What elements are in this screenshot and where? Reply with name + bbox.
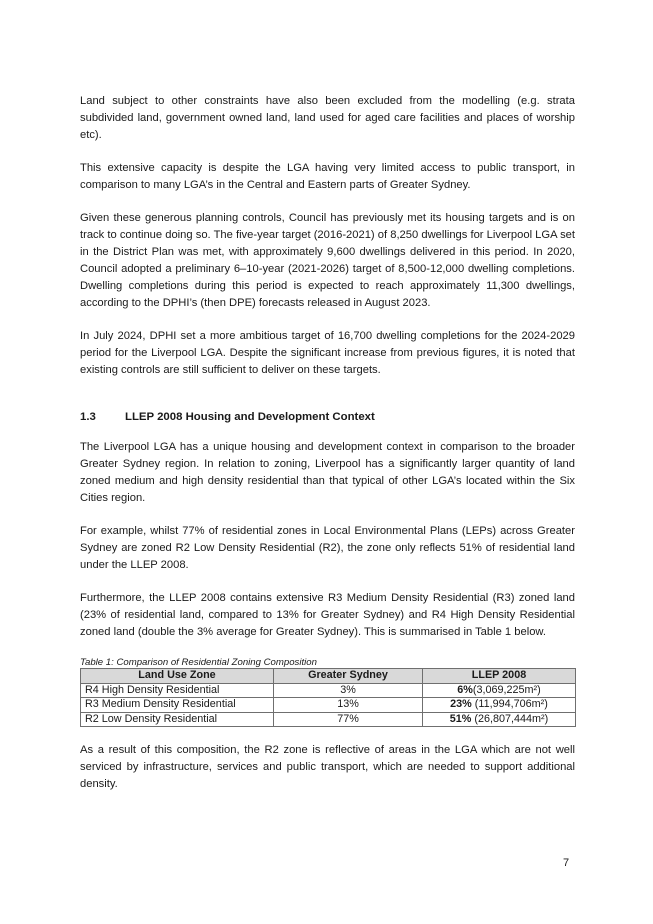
- zone-cell: R2 Low Density Residential: [81, 712, 274, 727]
- table-row: [81, 698, 576, 713]
- section-number: 1.3: [80, 411, 96, 423]
- zone-cell: R4 High Density Residential: [81, 683, 274, 698]
- llep-area: (11,994,706m²): [471, 698, 548, 710]
- zone-cell: R3 Medium Density Residential: [81, 698, 274, 713]
- paragraph-r2-example: For example, whilst 77% of residential zones in Local Environmental Plans (LEPs) across Greater Sydney are zoned R2 Low Density Residential (R2), the zone only reflects 51% of residential land under the LLEP 2008.: [80, 525, 575, 571]
- paragraph-housing-targets: Given these generous planning controls, Council has previously met its housing targets and is on track to continue doing so. The five-year target (2016-2021) of 8,250 dwellings for Liverpool LGA set in the District Plan was met, with approximately 9,600 dwellings delivered in this period. In 2020, Council adopted a preliminary 6–10-year (2021-2026) target of 8,500-12,000 dwelling completions. Dwelling completions during this period is expected to reach approximately 11,300 dwellings, according to the DPHI’s (then DPE) forecasts released in August 2023.: [80, 212, 575, 309]
- paragraph-public-transport: This extensive capacity is despite the LGA having very limited access to public transport, in comparison to many LGA’s in the Central and Eastern parts of Greater Sydney.: [80, 162, 575, 191]
- header-land-use-zone: Land Use Zone: [81, 669, 274, 684]
- table-header-row: [81, 669, 576, 684]
- llep-area: (3,069,225m²): [472, 683, 541, 696]
- greater-sydney-cell: 3%: [274, 683, 423, 698]
- header-greater-sydney: Greater Sydney: [274, 669, 423, 684]
- page-number: 7: [563, 857, 570, 869]
- section-title: LLEP 2008 Housing and Development Context: [125, 411, 375, 423]
- llep-percent: 6%: [457, 683, 473, 696]
- table-row: [81, 683, 576, 698]
- paragraph-r3-r4: Furthermore, the LLEP 2008 contains extensive R3 Medium Density Residential (R3) zoned land (23% of residential land, compared to 13% for Greater Sydney) and R4 High Density Residential zoned land (double the 3% average for Greater Sydney). This is summarised in Table 1 below.: [80, 592, 575, 638]
- paragraph-dphi-target: In July 2024, DPHI set a more ambitious target of 16,700 dwelling completions for the 2024-2029 period for the Liverpool LGA. Despite the significant increase from previous figures, it is noted that existing controls are still sufficient to deliver on these targets.: [80, 330, 575, 376]
- header-llep-2008: LLEP 2008: [423, 669, 576, 684]
- llep-percent: 23%: [450, 698, 472, 710]
- page-content: [80, 93, 575, 809]
- table-row: [81, 712, 576, 727]
- zoning-table: [80, 668, 576, 727]
- paragraph-context: The Liverpool LGA has a unique housing and development context in comparison to the broader Greater Sydney region. In relation to zoning, Liverpool has a significantly larger quantity of land zoned medium and high density residential than that typical of other LGA’s located within the Six Cities region.: [80, 441, 575, 504]
- greater-sydney-cell: 13%: [274, 698, 423, 713]
- llep-cell: [423, 698, 576, 713]
- paragraph-constraints: Land subject to other constraints have also been excluded from the modelling (e.g. strata subdivided land, government owned land, land used for aged care facilities and places of worship etc).: [80, 95, 575, 141]
- paragraph-conclusion: As a result of this composition, the R2 zone is reflective of areas in the LGA which are not well serviced by infrastructure, services and public transport, which are needed to support additional density.: [80, 744, 575, 790]
- table-caption: Table 1: Comparison of Residential Zoning Composition: [80, 657, 317, 668]
- section-heading: [80, 410, 575, 425]
- llep-cell: [423, 712, 576, 727]
- greater-sydney-cell: 77%: [274, 712, 423, 727]
- llep-percent: 51%: [449, 712, 472, 725]
- llep-area: (26,807,444m²): [471, 712, 549, 725]
- llep-cell: [423, 683, 576, 698]
